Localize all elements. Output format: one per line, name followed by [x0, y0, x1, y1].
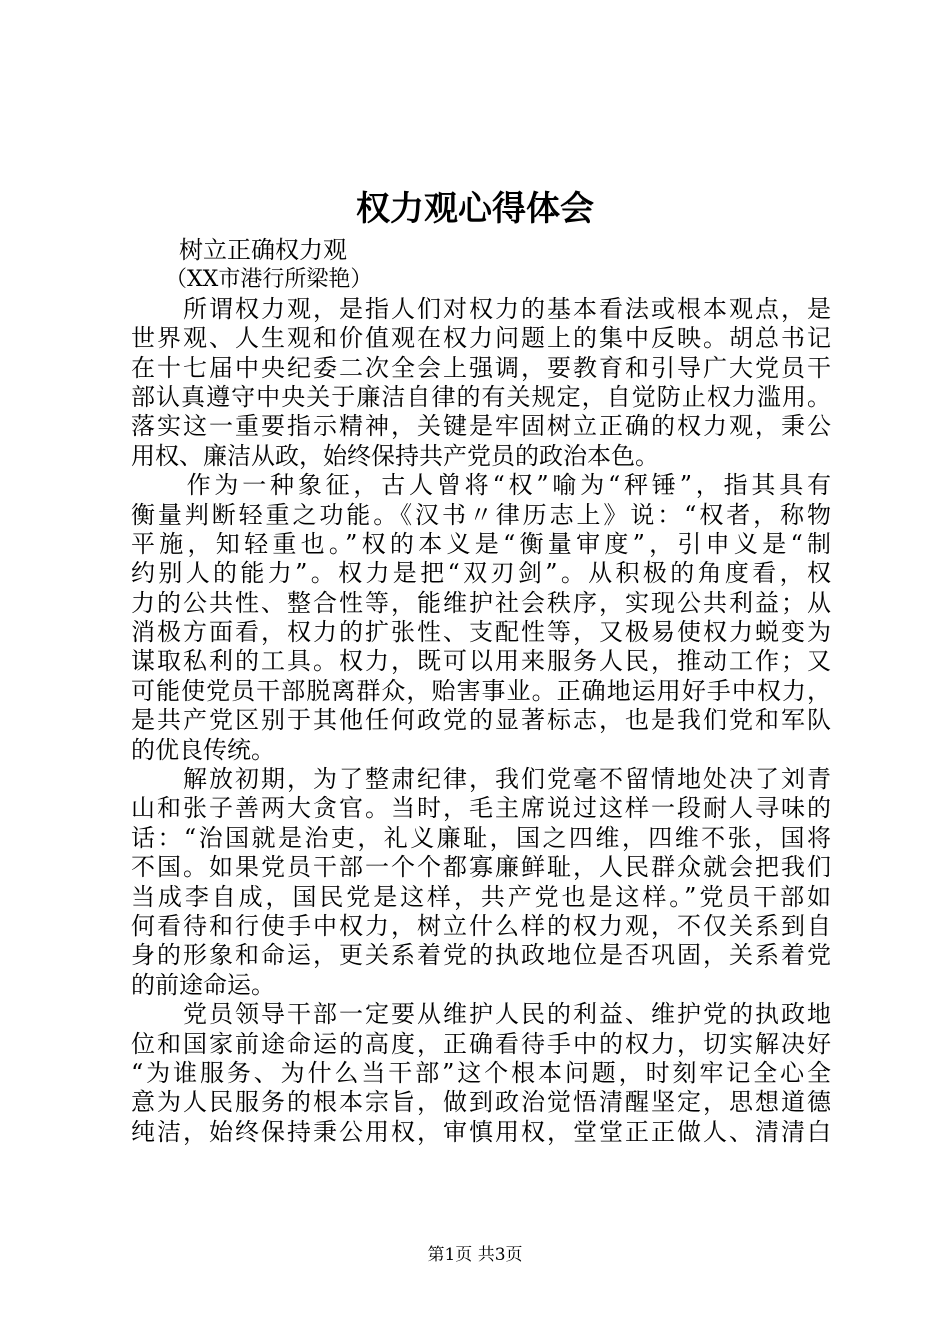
body-line: 党员领导干部一定要从维护人民的利益、维护党的执政地 — [131, 1000, 831, 1029]
body-line: 当成李自成，国民党是这样，共产党也是这样。”党员干部如 — [131, 882, 831, 911]
body-line: 的优良传统。 — [131, 735, 275, 764]
body-line: 用权、廉洁从政，始终保持共产党员的政治本色。 — [131, 441, 659, 470]
body-line: 力的公共性、整合性等，能维护社会秩序，实现公共利益；从 — [131, 588, 831, 617]
body-line: “为谁服务、为什么当干部”这个根本问题，时刻牢记全心全 — [131, 1058, 831, 1087]
body-line: 可能使党员干部脱离群众，贻害事业。正确地运用好手中权力， — [131, 676, 831, 705]
body-line: 话：“治国就是治吏，礼义廉耻，国之四维，四维不张，国将 — [131, 823, 831, 852]
body-line: 作为一种象征，古人曾将“权”喻为“秤锤”，指其具有 — [131, 471, 831, 500]
page-footer: 第1页 共3页 — [427, 1245, 523, 1265]
body-line: 解放初期，为了整肃纪律，我们党毫不留情地处决了刘青 — [131, 765, 831, 794]
body-text — [131, 295, 831, 1147]
body-line: 衡量判断轻重之功能。《汉书〃律历志上》说：“权者，称物 — [131, 500, 831, 529]
body-line: 何看待和行使手中权力，树立什么样的权力观，不仅关系到自 — [131, 911, 831, 940]
body-line: 约别人的能力”。权力是把“双刃剑”。从积极的角度看，权 — [131, 559, 831, 588]
body-line: 落实这一重要指示精神，关键是牢固树立正确的权力观，秉公 — [131, 412, 831, 441]
body-line: 部认真遵守中央关于廉洁自律的有关规定，自觉防止权力滥用。 — [131, 382, 831, 411]
body-line: 平施，知轻重也。”权的本义是“衡量审度”，引申义是“制 — [131, 529, 831, 558]
body-line: 山和张子善两大贪官。当时，毛主席说过这样一段耐人寻味的 — [131, 794, 831, 823]
body-line: 纯洁，始终保持秉公用权，审慎用权，堂堂正正做人、清清白 — [131, 1117, 831, 1146]
body-line: 谋取私利的工具。权力，既可以用来服务人民，推动工作；又 — [131, 647, 831, 676]
document-body — [131, 236, 831, 1147]
document-title: 权力观心得体会 — [356, 189, 594, 229]
body-line: 所谓权力观，是指人们对权力的基本看法或根本观点，是 — [131, 294, 831, 323]
body-line: 消极方面看，权力的扩张性、支配性等，又极易使权力蜕变为 — [131, 618, 831, 647]
body-line: 在十七届中央纪委二次全会上强调，要教育和引导广大党员干 — [131, 353, 831, 382]
body-line: 世界观、人生观和价值观在权力问题上的集中反映。胡总书记 — [131, 324, 831, 353]
body-line: 意为人民服务的根本宗旨，做到政治觉悟清醒坚定，思想道德 — [131, 1088, 831, 1117]
body-line: 不国。如果党员干部一个个都寡廉鲜耻，人民群众就会把我们 — [131, 853, 831, 882]
body-line: 的前途命运。 — [131, 970, 275, 999]
body-line: 身的形象和命运，更关系着党的执政地位是否巩固，关系着党 — [131, 941, 831, 970]
document-author: （XX市港行所梁艳） — [165, 267, 373, 293]
body-line: 位和国家前途命运的高度，正确看待手中的权力，切实解决好 — [131, 1029, 831, 1058]
document-subtitle: 树立正确权力观 — [179, 236, 347, 264]
body-line: 是共产党区别于其他任何政党的显著标志，也是我们党和军队 — [131, 706, 831, 735]
